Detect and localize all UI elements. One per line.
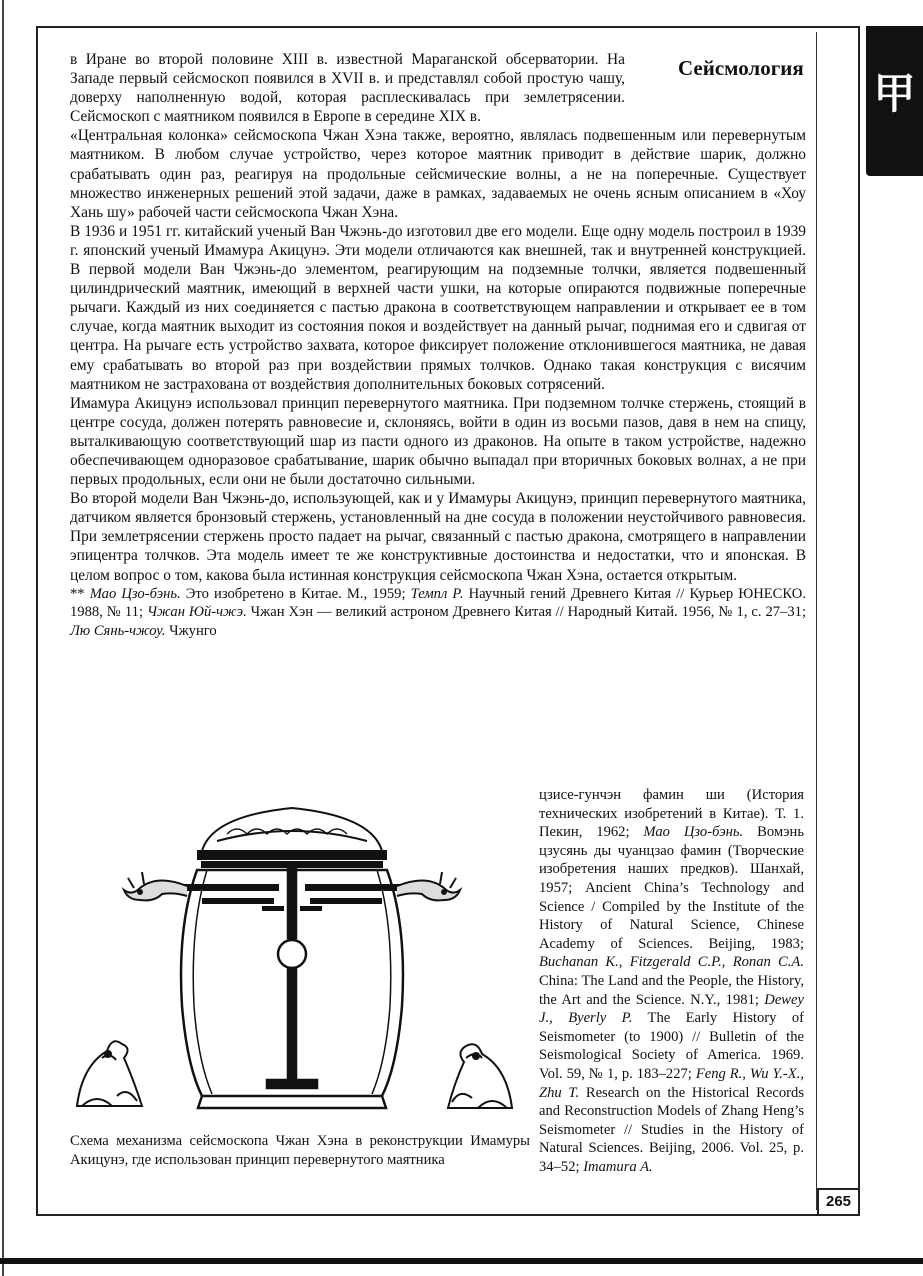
toad-left-icon [77, 1041, 142, 1106]
paragraph-2: «Центральная колонка» сейсмоскопа Чжан Хэна также, вероятно, являлась подвешенным или перевернутым маятником. В любом случае устройство, через которое маятник приводит в действие шарик, должно срабатывать один раз, реагируя на продольные сейсмические волны, а не на поперечные. Существует множество инженерных решений этой задачи, даже в рамках, задаваемых не очень ясным описанием в «Хоу Хань шу» рабочей части сейсмоскопа Чжан Хэна. [70, 127, 806, 221]
reference-part-7: Чжунго [165, 622, 217, 639]
footnote-mark: ** [70, 585, 85, 602]
reference-part-3: Научный гений Древнего Китая // Курьер ЮНЕСКО. 1988, № 11; [70, 585, 806, 621]
section-title: Сейсмология [678, 56, 804, 80]
references-text [70, 586, 806, 639]
reference-col-part-5: Dewey J., Byerly P. [539, 991, 804, 1027]
scan-bottom-line [0, 1258, 923, 1264]
reference-col-part-0: цзисе-гунчэн фамин ши (История технических изобретений в Китае). Т. 1. Пекин, 1962; [539, 787, 804, 841]
reference-col-part-4: China: The Land and the People, the History, the Art and the Science. N.Y., 1981; [539, 972, 804, 1008]
paragraph-3: В 1936 и 1951 гг. китайский ученый Ван Чжэнь-до изготовил две его модели. Еще одну модель построил в 1939 г. японский ученый Имамура Акицунэ. Эти модели отличаются как внешней, так и внутренней конструкцией. В первой модели Ван Чжэнь-до элементом, реагирующим на подземные толчки, является подвешенный цилиндрический маятник, имеющий в верхней части ушки, на которые опираются подвижные поперечные рычаги. Каждый из них соединяется с пастью дракона в соответствующем направлении и открывает ее в том случае, когда маятник выходит из состояния покоя и воздействует на данный рычаг, поднимая его и сдвигая от центра. На рычаге есть устройство захвата, которое фиксирует положение отклонившегося маятника, не давая ему срабатывать во второй раз при воздействии прямых толчков. Однако такая конструкция с висячим маятником не застрахована от воздействия дополнительных боковых сотрясений. [70, 222, 806, 393]
reference-col-part-9: Imamura A. [583, 1158, 653, 1175]
reference-part-0: Мао Цзо-бэнь. [89, 585, 181, 602]
figure-caption: Схема механизма сейсмоскопа Чжан Хэна в реконструкции Имамуры Акицунэ, где использован принцип перевернутого маятника [70, 1133, 530, 1168]
reference-part-2: Темпл Р. [410, 585, 464, 602]
paragraph-1: в Иране во второй половине XIII в. известной Мараганской обсерватории. На Западе первый сейсмоскоп появился в XVII в. и представлял собой простую чашу, доверху наполненную водой, которая расплескивалась при землетрясении. Сейсмоскоп с маятником появился в Европе в середине XIX в. [70, 51, 625, 126]
reference-col-part-6: The Early History of Seismometer (to 1900) // Bulletin of the Seismological Society of America. 1969. Vol. 59, № 1, p. 183–227; [539, 1010, 804, 1082]
references-intro [70, 585, 806, 641]
chapter-tab-glyph: 甲 [873, 72, 916, 118]
reference-col-part-3: Buchanan K., Fitzgerald C.P., Ronan C.A. [539, 954, 804, 971]
paragraph-4: Имамура Акицунэ использовал принцип перевернутого маятника. При подземном толчке стержень, стоящий в центре сосуда, должен потерять равновесие и, склоняясь, войти в один из восьми пазов, давя в нем на спицу, выталкивающую соответствующий шар из пасти одного из драконов. На опыте в таком устройстве, надежно обеспечивающем одноразовое срабатывание, шарик обычно выпадал при вторичных боковых волнах, а не при первых продольных, если они не были достаточно сильными. [70, 394, 806, 489]
toad-right-icon [448, 1044, 512, 1108]
margin-rule [816, 32, 817, 1210]
reference-col-part-1: Мао Цзо-бэнь. [643, 824, 744, 841]
chapter-tab [866, 26, 923, 176]
article-body [70, 50, 806, 640]
reference-col-part-7: Feng R., Wu Y.-X., Zhu T. [539, 1065, 804, 1101]
references-column [539, 786, 804, 1176]
paragraph-5: Во второй модели Ван Чжэнь-до, использующей, как и у Имамуры Акицунэ, принцип перевернутого маятника, датчиком является бронзовый стержень, установленный на дне сосуда в положении неустойчивого равновесия. При землетрясении стержень просто падает на рычаг, связанный с пастью дракона, смотрящего в направлении эпицентра толчков. Эта модель имеет те же конструктивные достоинства и недостатки, что и японская. В целом вопрос о том, какова была истинная конструкция сейсмоскопа Чжан Хэна, остается открытым. [70, 490, 806, 584]
reference-part-1: Это изобретено в Китае. М., 1959; [180, 585, 411, 602]
reference-col-part-8: Research on the Historical Records and Reconstruction Models of Zhang Heng’s Seismometer // Studies in the History of Natural Sciences. Beijing, 2006. Vol. 25, p. 34–52; [539, 1084, 805, 1175]
scan-edge-line [2, 0, 4, 1276]
reference-col-part-2: Вомэнь цзусянь ды чуанцзао фамин (Творческие изобретения наших предков). Шанхай, 1957; Ancient China’s Technology and Science / Compiled by the Institute of the History of Natural Science, Chinese Academy of Sciences. Beijing, 1983; [539, 824, 804, 952]
reference-part-5: Чжан Хэн — великий астроном Древнего Китая // Народный Китай. 1956, № 1, с. 27–31; [246, 604, 807, 621]
page-number: 265 [817, 1188, 860, 1216]
dragon-right-icon [397, 872, 460, 900]
reference-part-6: Лю Сянь-чжоу. [70, 622, 166, 639]
dragon-left-icon [124, 872, 187, 900]
seismoscope-figure [62, 796, 532, 1136]
reference-part-4: Чжан Юй-чжэ. [146, 604, 247, 621]
vessel-lid [198, 808, 386, 867]
